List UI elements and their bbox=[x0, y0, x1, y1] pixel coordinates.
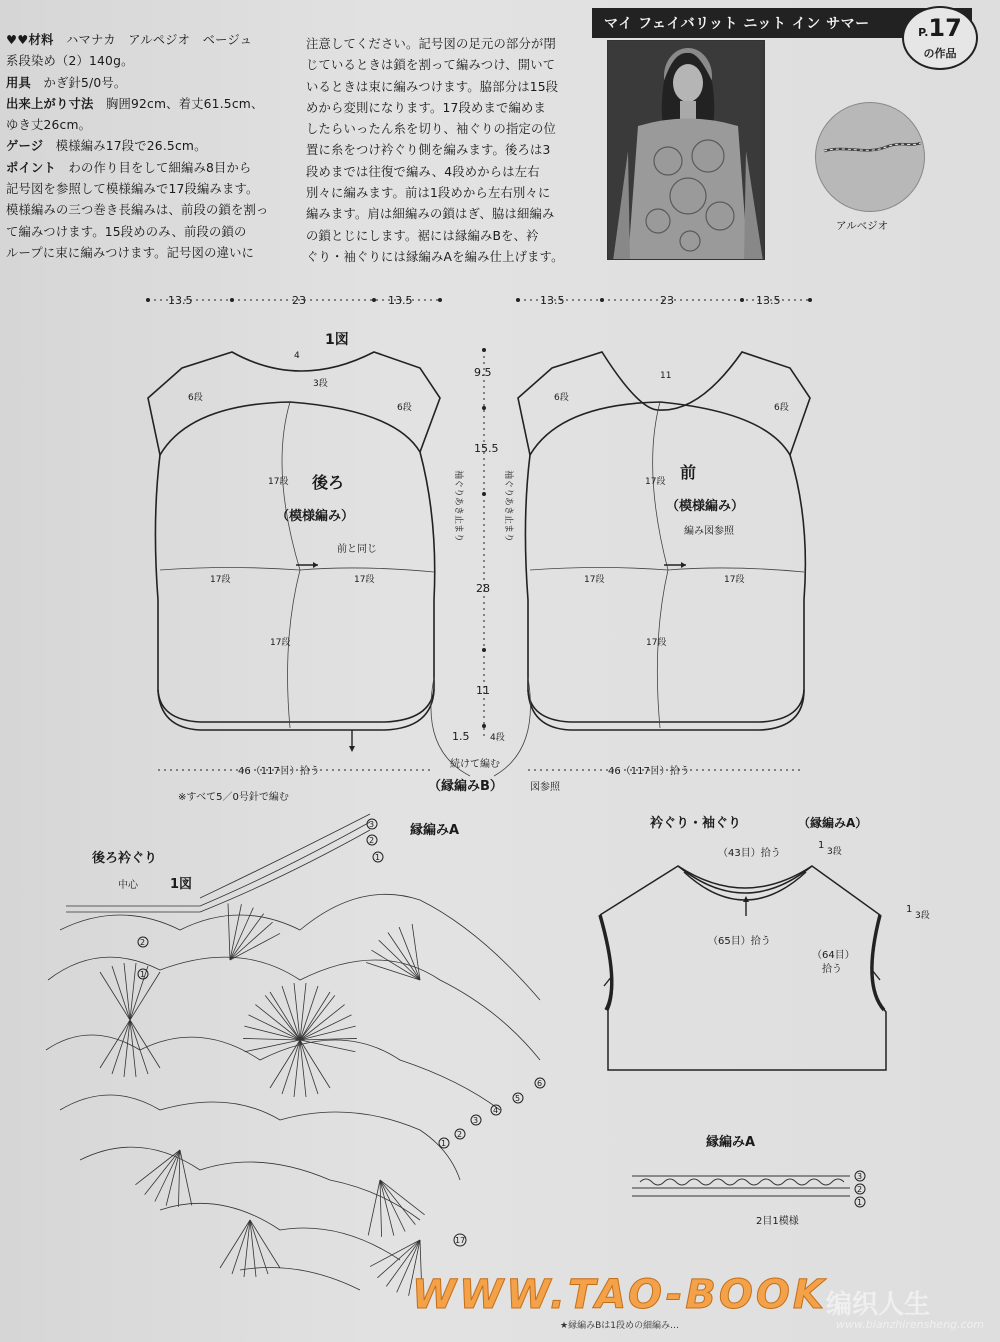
row-mark-17: 17 bbox=[455, 1236, 466, 1245]
neck-rows-prefix: 1 bbox=[818, 840, 825, 851]
instruction-label: ポイント bbox=[6, 160, 56, 175]
front-neck-depth: 11 bbox=[660, 371, 672, 381]
instruction-line: したらいったん糸を切り、袖ぐりの指定の位 bbox=[306, 122, 556, 137]
back-rows3: 3段 bbox=[313, 379, 328, 389]
instruction-text: 記号図を参照して模様編みで17段編みます。 bbox=[6, 182, 259, 197]
back-rows6-left: 6段 bbox=[188, 393, 203, 403]
chart-fig-label: 1図 bbox=[170, 877, 193, 892]
front-rows17-c: 17段 bbox=[724, 575, 745, 585]
instruction-text: 模様編みの三つ巻き長編みは、前段の鎖を割っ bbox=[6, 203, 269, 218]
row-mark-4: 4 bbox=[493, 1106, 499, 1115]
edging-a-row-3: 3 bbox=[857, 1172, 863, 1181]
row-mark-2b: 2 bbox=[369, 836, 375, 845]
instruction-line: じているときは鎖を割って編みつけ、開いて bbox=[306, 58, 556, 73]
header-title: マイ フェイバリット ニット イン サマー bbox=[592, 8, 972, 38]
rows4: 4段 bbox=[490, 733, 505, 743]
row-mark-1c: 1 bbox=[441, 1139, 447, 1148]
vdim-28: 28 bbox=[476, 582, 490, 595]
armhole-stop-left: 袖ぐりあき止まり bbox=[453, 470, 463, 543]
row-mark-6: 6 bbox=[537, 1079, 543, 1088]
edging-a-row-1: 1 bbox=[857, 1198, 863, 1207]
row-mark-1: 1 bbox=[140, 970, 146, 979]
instruction-text: ループに束に編みつけます。記号図の違いに bbox=[6, 245, 255, 260]
front-rows17-b: 17段 bbox=[584, 575, 605, 585]
instruction-text: かぎ針5/0号。 bbox=[31, 75, 127, 90]
chart-neck-title: 後ろ衿ぐり bbox=[92, 851, 158, 866]
front-title: 前 bbox=[680, 463, 697, 482]
instruction-line: ぐり・袖ぐりには縁編みAを編み仕上げます。 bbox=[306, 249, 564, 264]
instruction-line: いるときは束に編みつけます。脇部分は15段 bbox=[306, 79, 559, 94]
dim-back-mid: 23 bbox=[292, 294, 306, 307]
neck-rows-3: 3段 bbox=[827, 847, 842, 857]
site-url: www.bianzhirensheng.com bbox=[836, 1318, 985, 1331]
watermark: WWW.TAO-BOOK bbox=[412, 1272, 827, 1318]
instruction-label: ♥♥材料 bbox=[6, 33, 54, 47]
continue-note: 続けて編む bbox=[450, 759, 500, 770]
instruction-label: 用具 bbox=[6, 75, 31, 90]
instruction-text: 模様編み17段で26.5cm。 bbox=[43, 139, 207, 154]
instruction-line: 編みます。肩は細編みの鎖はぎ、脇は細編み bbox=[306, 207, 555, 222]
row-mark-2c: 2 bbox=[457, 1130, 463, 1139]
dim-front-right: 13.5 bbox=[756, 294, 781, 307]
dim-front-left: 13.5 bbox=[540, 294, 565, 307]
neck-detail-edging: （縁編みA） bbox=[798, 816, 868, 830]
instruction-line: 別々に編みます。前は1段めから左右別々に bbox=[306, 186, 551, 201]
instruction-text: ハマナカ アルペジオ ベージュ bbox=[53, 33, 253, 47]
chart-center-label: 中心 bbox=[118, 880, 138, 891]
dim-front-mid: 23 bbox=[660, 294, 674, 307]
vdim-11: 11 bbox=[476, 684, 490, 697]
front-piece-outline bbox=[518, 352, 810, 730]
arm-rows-3: 3段 bbox=[915, 911, 930, 921]
front-note: 編み図参照 bbox=[684, 526, 734, 537]
edging-a-repeat: 2目1模様 bbox=[756, 1216, 799, 1227]
instruction-text: ゆき丈26cm。 bbox=[6, 118, 92, 133]
pick-64: （64目） bbox=[812, 950, 855, 961]
chart-row-markers bbox=[138, 819, 545, 1246]
back-subtitle: （模様編み） bbox=[276, 509, 355, 524]
front-bottom-pick: 46（117目）拾う bbox=[608, 766, 690, 777]
instruction-text: 系段染め（2）140g。 bbox=[6, 54, 134, 69]
instruction-text: 胸囲92cm、着丈61.5cm、 bbox=[93, 96, 264, 111]
back-fig-label: 1図 bbox=[325, 332, 349, 348]
pick-43: （43目）拾う bbox=[718, 848, 781, 859]
back-neck-depth: 4 bbox=[294, 351, 300, 361]
edging-b-label: （縁編みB） bbox=[428, 779, 503, 794]
instruction-line: 段めまでは往復で編み、4段めからは左右 bbox=[306, 164, 540, 179]
edging-a-row-2: 2 bbox=[857, 1185, 863, 1194]
brand-logo: 编织人生 bbox=[826, 1290, 931, 1320]
dim-back-left: 13.5 bbox=[168, 294, 193, 307]
instruction-label: ゲージ bbox=[6, 139, 44, 154]
back-rows17-a: 17段 bbox=[268, 477, 289, 487]
front-rows17-a: 17段 bbox=[645, 477, 666, 487]
vdim-1-5: 1.5 bbox=[452, 730, 470, 743]
back-note: 前と同じ bbox=[337, 544, 377, 555]
ref-note: 図参照 bbox=[530, 782, 560, 793]
row-mark-5: 5 bbox=[515, 1094, 521, 1103]
back-rows6-right: 6段 bbox=[397, 403, 412, 413]
row-mark-3b: 3 bbox=[473, 1116, 479, 1125]
armhole-stop-right: 袖ぐりあき止まり bbox=[503, 470, 513, 543]
front-rows17-d: 17段 bbox=[646, 638, 667, 648]
pick-64-suffix: 拾う bbox=[822, 964, 842, 975]
swatch-caption: アルベジオ bbox=[836, 220, 889, 232]
back-rows17-c: 17段 bbox=[354, 575, 375, 585]
instruction-label: 出来上がり寸法 bbox=[6, 96, 94, 111]
page-suffix: の作品 bbox=[923, 46, 957, 60]
vdim-15-5: 15.5 bbox=[474, 442, 499, 455]
needle-note: ※すべて5／0号針で編む bbox=[178, 792, 289, 803]
edging-a-title: 縁編みA bbox=[706, 1135, 756, 1150]
back-rows17-d: 17段 bbox=[270, 638, 291, 648]
instruction-line: 置に糸をつけ衿ぐり側を編みます。後ろは3 bbox=[306, 143, 551, 158]
instruction-text: わの作り目をして細編み8目から bbox=[56, 160, 252, 175]
pick-65: （65目）拾う bbox=[708, 936, 771, 947]
vdim-9-5: 9.5 bbox=[474, 366, 492, 379]
back-bottom-pick: 46（117目）拾う bbox=[238, 766, 320, 777]
front-rows6-right: 6段 bbox=[774, 403, 789, 413]
neck-detail-outline bbox=[600, 866, 886, 1070]
front-subtitle: （模様編み） bbox=[666, 499, 745, 514]
row-mark-1b: 1 bbox=[375, 853, 381, 862]
row-mark-3: 3 bbox=[369, 820, 375, 829]
back-title: 後ろ bbox=[312, 473, 345, 492]
front-rows6-left: 6段 bbox=[554, 393, 569, 403]
edging-a-chart bbox=[632, 1176, 850, 1196]
page-number: 17 bbox=[928, 13, 962, 42]
row-mark-2: 2 bbox=[140, 938, 146, 947]
page-prefix: P. bbox=[918, 25, 929, 39]
instruction-line: 注意してください。記号図の足元の部分が閉 bbox=[306, 37, 556, 51]
back-rows17-b: 17段 bbox=[210, 575, 231, 585]
neck-detail-title: 衿ぐり・袖ぐり bbox=[650, 816, 742, 831]
instruction-line: めから変則になります。17段めまで編めま bbox=[306, 100, 547, 115]
instruction-text: て編みつけます。15段めのみ、前段の鎖の bbox=[6, 224, 247, 239]
arm-rows-prefix: 1 bbox=[906, 904, 913, 915]
footnote: ★縁編みBは1段めの細編み… bbox=[560, 1321, 679, 1331]
instruction-line: の鎖とじにします。裾には縁編みBを、衿 bbox=[306, 228, 539, 243]
dim-back-right: 13.5 bbox=[388, 294, 413, 307]
chart-edging-a-label: 縁編みA bbox=[410, 823, 460, 838]
